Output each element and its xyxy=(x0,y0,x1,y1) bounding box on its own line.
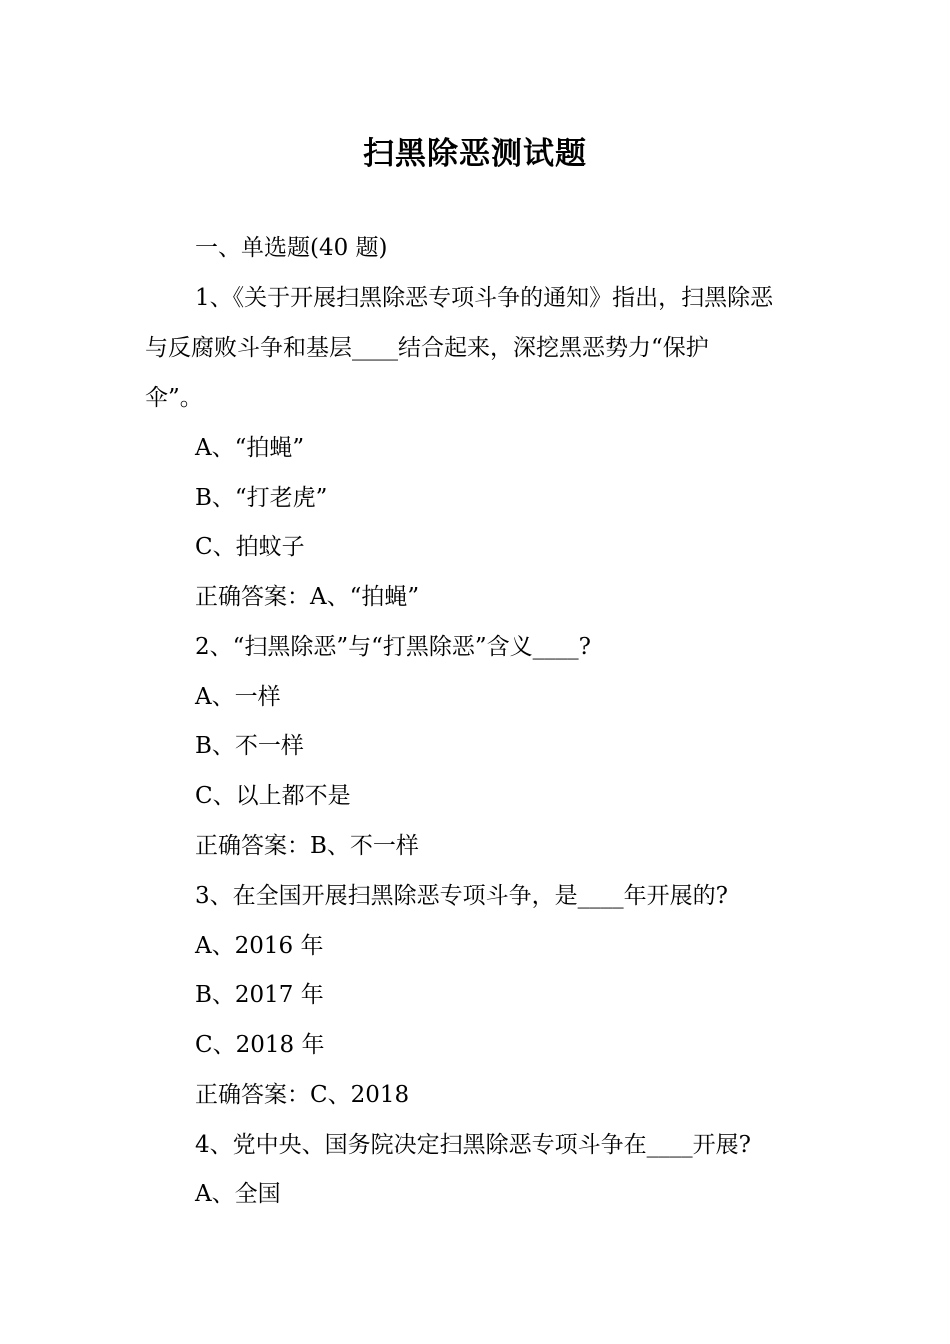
question-4-line-1: 4、党中央、国务院决定扫黑除恶专项斗争在____开展? xyxy=(195,1132,751,1158)
question-1-line-1: 1、《关于开展扫黑除恶专项斗争的通知》指出，扫黑除恶 xyxy=(195,285,774,311)
question-1-option-b: B、“打老虎” xyxy=(195,485,328,511)
question-2-option-a: A、一样 xyxy=(195,684,281,710)
question-4-option-a: A、全国 xyxy=(195,1181,281,1207)
question-2-answer: 正确答案：B、不一样 xyxy=(195,833,419,859)
question-3-answer: 正确答案：C、2018 xyxy=(195,1082,410,1108)
question-1-option-a: A、“拍蝇” xyxy=(195,435,305,461)
page-title: 扫黑除恶测试题 xyxy=(363,136,587,172)
question-2-line-1: 2、“扫黑除恶”与“打黑除恶”含义____? xyxy=(195,634,591,660)
question-3-option-c: C、2018 年 xyxy=(195,1032,325,1058)
question-1-line-3: 伞”。 xyxy=(145,385,203,411)
question-3-option-a: A、2016 年 xyxy=(195,933,324,959)
section-heading: 一、单选题(40 题) xyxy=(195,235,388,261)
question-3-option-b: B、2017 年 xyxy=(195,982,324,1008)
question-2-option-b: B、不一样 xyxy=(195,733,304,759)
question-1-line-2: 与反腐败斗争和基层____结合起来，深挖黑恶势力“保护 xyxy=(145,335,709,361)
question-1-answer: 正确答案：A、“拍蝇” xyxy=(195,584,420,610)
question-3-line-1: 3、在全国开展扫黑除恶专项斗争，是____年开展的? xyxy=(195,883,728,909)
question-2-option-c: C、以上都不是 xyxy=(195,783,351,809)
question-1-option-c: C、拍蚊子 xyxy=(195,534,305,560)
